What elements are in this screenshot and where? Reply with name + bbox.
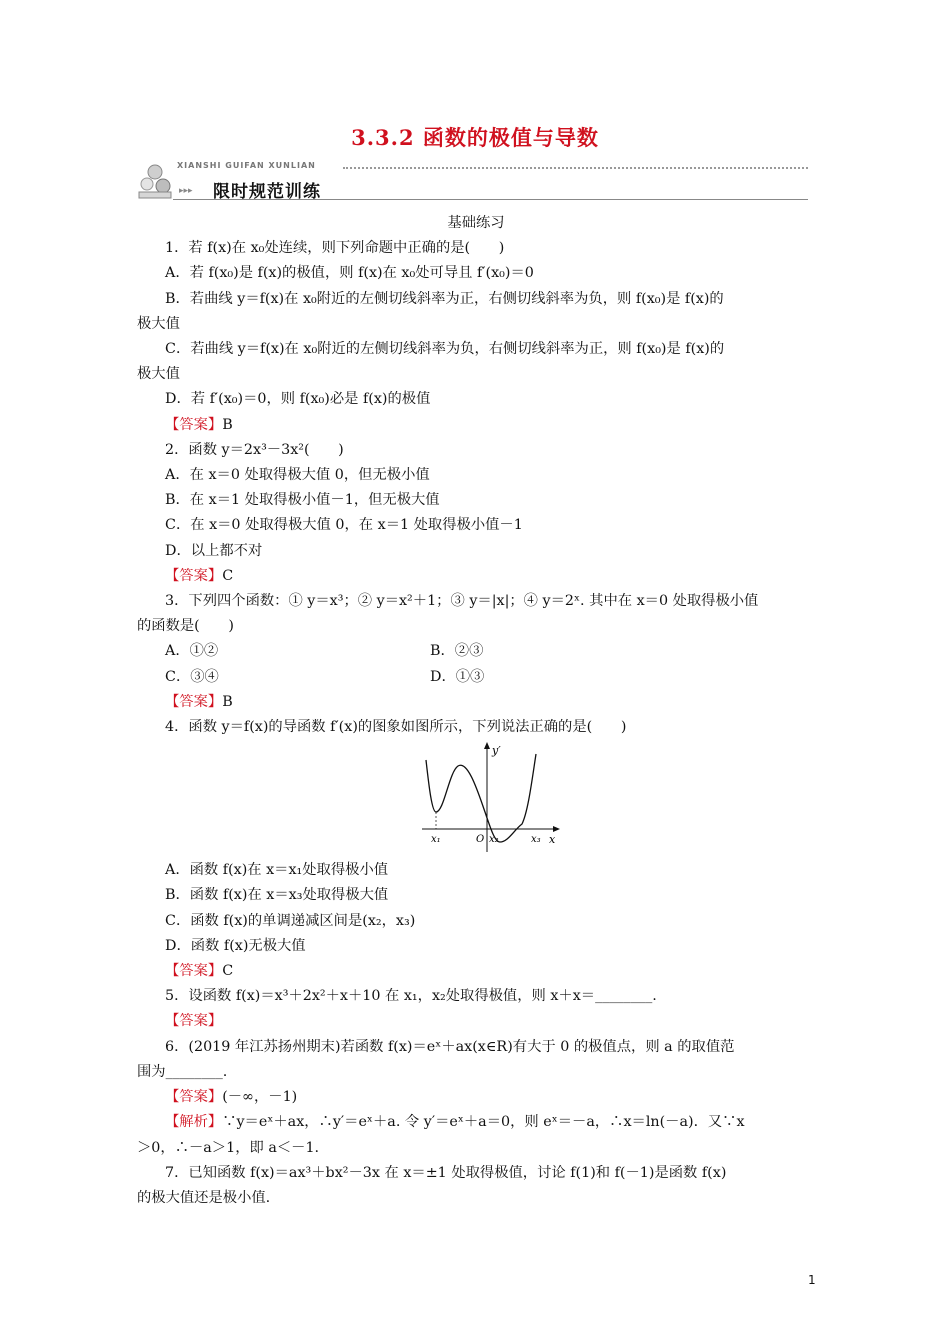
option-1b: B．若曲线 y＝f(x)在 x₀附近的左侧切线斜率为正，右侧切线斜率为负，则 f(x₀)是 f(x)的 (165, 290, 724, 307)
answer-value: (－∞，－1) (222, 1089, 298, 1106)
question-6-cont: 围为________. (137, 1063, 228, 1080)
tick-x2: x₂ (489, 834, 499, 846)
x-axis-label: x (549, 833, 556, 847)
x-axis-arrow (553, 826, 560, 832)
question-2: 2．函数 y＝2x³－3x²( ) (165, 441, 344, 458)
option-3d: D．①③ (430, 668, 485, 685)
option-4d: D．函数 f(x)无极大值 (165, 937, 306, 954)
tick-x3: x₃ (531, 834, 541, 846)
banner-arrows-icon: ▸▸▸ (179, 186, 193, 196)
derivative-graph (422, 742, 562, 854)
option-2b: B．在 x＝1 处取得极小值－1，但无极大值 (165, 492, 440, 509)
question-4: 4．函数 y＝f(x)的导函数 f′(x)的图象如图所示，下列说法正确的是( ) (165, 719, 627, 736)
question-3-cont: 的函数是( ) (137, 618, 234, 635)
answer-tag: 【答案】 (165, 1089, 223, 1106)
option-2c: C．在 x＝0 处取得极大值 0，在 x＝1 处取得极小值－1 (165, 517, 523, 534)
question-7: 7．已知函数 f(x)＝ax³＋bx²－3x 在 x＝±1 处取得极值，讨论 f(1)和 f(－1)是函数 f(x) (165, 1164, 727, 1181)
answer-tag: 【答案】 (165, 567, 223, 584)
page-title: 3.3.2 函数的极值与导数 (351, 125, 599, 150)
question-7-cont: 的极大值还是极小值. (137, 1189, 271, 1206)
option-3c: C．③④ (165, 668, 219, 685)
option-2d: D．以上都不对 (165, 542, 263, 559)
answer-2 (137, 564, 815, 589)
options-3-row1 (137, 639, 815, 664)
answer-value: B (222, 416, 233, 433)
question-5: 5．设函数 f(x)＝x³＋2x²＋x＋10 在 x₁，x₂处取得极值，则 x＋x＝________. (165, 988, 657, 1005)
answer-tag: 【答案】 (165, 1013, 223, 1030)
options-3-row2 (137, 665, 815, 690)
option-1b-cont: 极大值 (137, 315, 180, 332)
analysis-text: ∵y＝eˣ＋ax，∴y′＝eˣ＋a. 令 y′＝eˣ＋a＝0，则 eˣ＝－a，∴x＝ln(－a)．又∵x (222, 1114, 745, 1131)
option-4c: C．函数 f(x)的单调递减区间是(x₂，x₃) (165, 912, 416, 929)
origin-label: O (476, 834, 485, 846)
answer-tag: 【答案】 (165, 693, 223, 710)
section-heading: 基础练习 (447, 215, 505, 231)
option-1a: A．若 f(x₀)是 f(x)的极值，则 f(x)在 x₀处可导且 f′(x₀)＝0 (165, 265, 534, 282)
option-1c: C．若曲线 y＝f(x)在 x₀附近的左侧切线斜率为负，右侧切线斜率为正，则 f(x₀)是 f(x)的 (165, 341, 725, 358)
banner-decoration-icon (133, 158, 177, 202)
answer-value: B (222, 693, 233, 710)
question-3: 3．下列四个函数：① y＝x³；② y＝x²＋1；③ y＝|x|；④ y＝2ˣ. 其中在 x＝0 处取得极小值 (165, 593, 759, 610)
option-3a: A．①② (165, 643, 219, 660)
analysis-6 (137, 1110, 815, 1135)
answer-value: C (222, 567, 234, 584)
banner-underline (173, 199, 808, 200)
y-axis-arrow (484, 742, 490, 749)
y-axis-label: y′ (492, 744, 501, 758)
exercise-content (137, 211, 815, 1211)
banner-label: 限时规范训练 (213, 182, 321, 202)
answer-4 (137, 959, 815, 984)
option-4a: A．函数 f(x)在 x＝x₁处取得极小值 (165, 862, 389, 879)
analysis-6-cont: ＞0，∴－a＞1，即 a＜－1. (137, 1139, 320, 1156)
tick-x1: x₁ (431, 834, 441, 846)
option-3b: B．②③ (430, 643, 484, 660)
option-2a: A．在 x＝0 处取得极大值 0，但无极小值 (165, 467, 430, 484)
option-4b: B．函数 f(x)在 x＝x₃处取得极大值 (165, 887, 389, 904)
option-1d: D．若 f′(x₀)＝0，则 f(x₀)必是 f(x)的极值 (165, 391, 431, 408)
answer-tag: 【答案】 (165, 963, 223, 980)
banner-dotted-line (343, 167, 808, 169)
analysis-tag: 【解析】 (165, 1114, 223, 1131)
section-banner (133, 158, 808, 208)
answer-value: C (222, 963, 234, 980)
banner-pinyin: XIANSHI GUIFAN XUNLIAN (177, 161, 316, 170)
answer-3 (137, 690, 815, 715)
question-6: 6．(2019 年江苏扬州期末)若函数 f(x)＝eˣ＋ax(x∈R)有大于 0 的极值点，则 a 的取值范 (165, 1038, 735, 1055)
question-1: 1．若 f(x)在 x₀处连续，则下列命题中正确的是( ) (165, 240, 505, 257)
answer-1 (137, 413, 815, 438)
answer-6 (137, 1085, 815, 1110)
answer-tag: 【答案】 (165, 416, 223, 433)
option-1c-cont: 极大值 (137, 366, 180, 383)
page-number: 1 (808, 1273, 816, 1287)
answer-5 (137, 1009, 815, 1034)
